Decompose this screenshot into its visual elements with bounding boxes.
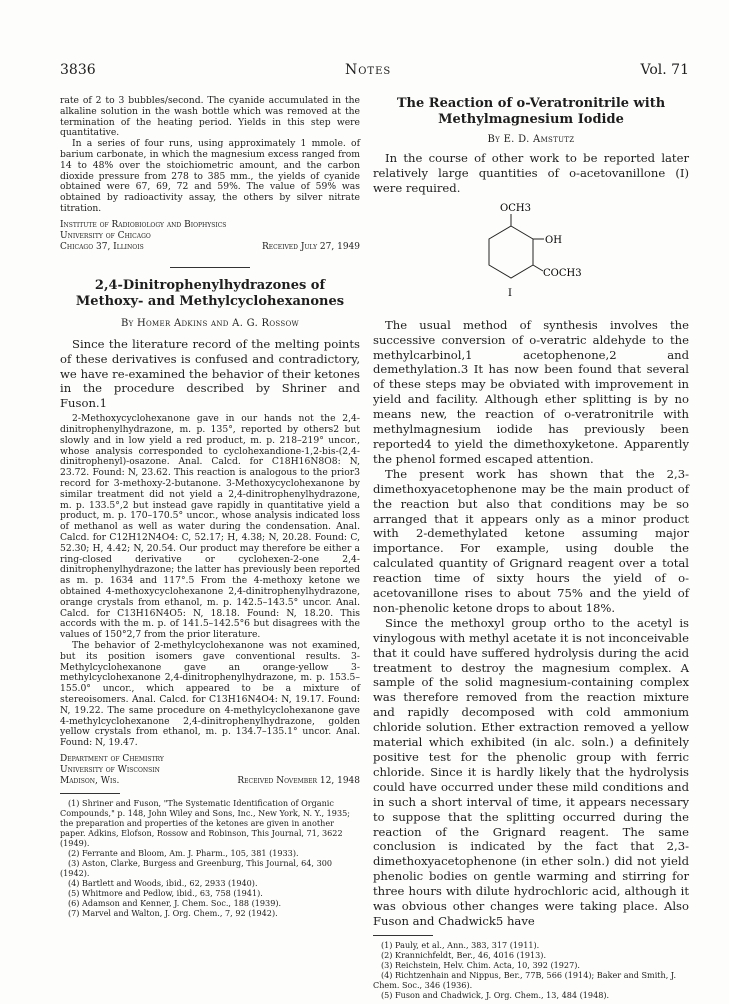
- footnote: (5) Fuson and Chadwick, J. Org. Chem., 13, 484 (1948).: [381, 989, 610, 1000]
- article-title: The Reaction of o-Veratronitrile with Methylmagnesium Iodide: [396, 96, 666, 127]
- affiliation-line: Department of Chemistry: [60, 754, 164, 764]
- footnote: (3) Reichstein, Helv. Chim. Acta, 10, 392 (1927).: [381, 959, 580, 970]
- page-number: 3836: [60, 62, 96, 78]
- running-head: Notes: [344, 62, 392, 78]
- received-date: Received November 12, 1948: [237, 776, 360, 786]
- compound-label: I: [508, 287, 512, 299]
- footnotes: [373, 940, 689, 1000]
- byline: By E. D. Amstutz: [487, 134, 575, 145]
- footnote: (3) Aston, Clarke, Burgess and Greenburg, This Journal, 64, 300 (1942).: [60, 858, 333, 878]
- body-paragraph: The present work has shown that the 2,3-dimethoxyacetophenone may be the main product of the reaction but also that conditions may be so arranged that it appears only as a minor product with 2-demethylated ketone assuming major importance. For example, using double the calculated quantity of Grignard reagent over a total reaction time of sixty hours the yield of o-acetovanillone rises to about 75% and the yield of non-phenolic ketone drops to about 18%.: [373, 466, 689, 615]
- footnote: (5) Whitmore and Pedlow, ibid., 63, 758 (1941).: [68, 888, 263, 898]
- footnote-divider: [373, 935, 433, 936]
- received-date: Received July 27, 1949: [261, 241, 360, 252]
- intro-paragraph: In the course of other work to be reported later relatively large quantities of o-acetovanillone (I) were required.: [373, 151, 689, 195]
- benzene-ring: [489, 226, 533, 278]
- article-title: 2,4-Dinitrophenylhydrazones of Methoxy- and Methylcyclohexanones: [75, 277, 345, 309]
- footnote: (4) Richtzenhain and Nippus, Ber., 77B, 566 (1914); Baker and Smith, J. Chem. Soc., 346 (1936).: [373, 969, 677, 990]
- footnote: (1) Shriner and Fuson, "The Systematic Identification of Organic Compounds," p. 148, John Wiley and Sons, Inc., New York, N. Y., 1935; the preparation and properties of the ketones are given in another paper. Adkins, Elofson, Rossow and Robinson, This Journal, 71, 3622 (1949).: [60, 798, 350, 848]
- footnote: (2) Krannichfeldt, Ber., 46, 4016 (1913).: [381, 949, 547, 960]
- footnote: (7) Marvel and Walton, J. Org. Chem., 7, 92 (1942).: [68, 908, 278, 918]
- footnote: (4) Bartlett and Woods, ibid., 62, 2933 (1940).: [68, 878, 258, 888]
- footnote: (6) Adamson and Kenner, J. Chem. Soc., 188 (1939).: [68, 898, 282, 908]
- affiliation-wisconsin: [60, 754, 360, 787]
- bond-line: [533, 265, 543, 271]
- experimental-paragraph: 2-Methoxycyclohexanone gave in our hands not the 2,4-dinitrophenylhydrazone, m. p. 135°, reported by others2 but slowly and in low yield a red product, m. p. 218–219° uncor., whose analysis corresponded to cyclohexandione-1,2-bis-(2,4-dinitrophenyl)-osazone. Anal. Calcd. for C18H16N8O8: N, 23.72. Found: N, 23.62. This reaction is analogous to the prior3 record for 3-methoxy-2-butanone. 3-Methoxycyclohexanone by similar treatment did not yield a 2,4-dinitrophenylhydrazone, m. p. 133.5°,2 but instead gave rapidly in quantitative yield a product, m. p. 170–170.5° uncor., whose analysis indicated loss of methanol as well as water during the condensation. Anal. Calcd. for C12H12N4O4: C, 52.17; H, 4.38; N, 20.28. Found: C, 52.30; H, 4.42; N, 20.54. Our product may therefore be either a ring-closed derivative or cyclohexen-2-one 2,4-dinitrophenylhydrazone; the latter has previously been reported as m. p. 1634 and 117°.5 From the 4-methoxy ketone we obtained 4-methoxycyclohexanone 2,4-dinitrophenylhydrazone, orange crystals from ethanol, m. p. 142.5–143.5° uncor. Anal. Calcd. for C13H16N4O5: N, 18.18. Found: N, 18.20. This accords with the m. p. of 141.5–142.5°6 but disagrees with the values of 150°2,7 from the prior literature.: [60, 413, 361, 641]
- continued-paragraph: rate of 2 to 3 bubbles/second. The cyanide accumulated in the alkaline solution in the wash bottle which was removed at the termination of the heating period. Yields in this step were quantitative.: [60, 95, 360, 139]
- structure-label: OCH3: [500, 202, 531, 214]
- yields-paragraph: In a series of four runs, using approximately 1 mmole. of barium carbonate, in which the magnesium excess ranged from 14 to 48% over the stoichiometric amount, and the carbon dioxide pressure from 278 to 385 mm., the yields of cyanide obtained were 67, 69, 72 and 59%. The value of 59% was obtained by radioactivity assay, the others by silver nitrate titration.: [60, 138, 360, 214]
- footnote: (2) Ferrante and Bloom, Am. J. Pharm., 105, 381 (1933).: [68, 848, 299, 858]
- acetovanillone-structure-diagram: [466, 200, 596, 310]
- volume-label: Vol. 71: [640, 62, 689, 78]
- footnote: (1) Pauly, et al., Ann., 383, 317 (1911).: [381, 939, 540, 950]
- structure-label: COCH3: [543, 267, 582, 279]
- body-paragraph: Since the methoxyl group ortho to the acetyl is vinylogous with methyl acetate it is not inconceivable that it could have suffered hydrolysis during the acid treatment to destroy the magnesium complex. A sample of the solid magnesium-containing complex was therefore removed from the reaction mixture and rapidly decomposed with cold ammonium chloride solution. Ether extraction removed a yellow material which exhibited (in alc. soln.) a definitely positive test for the phenolic group with ferric chloride. Since it is hardly likely that the hydrolysis could have occurred under these mild conditions and in such a short interval of time, it appears necessary to suppose that the splitting occurred during the reaction of the Grignard reagent. The same conclusion is indicated by the fact that 2,3-dimethoxyacetophenone (in ether soln.) did not yield phenolic bodies on gentle warming and stirring for three hours with dilute hydrochloric acid, although it was obvious other changes were taking place. Also Fuson and Chadwick5 have: [373, 615, 689, 928]
- left-column: [60, 96, 360, 918]
- chemical-structure: [373, 200, 689, 310]
- affiliation-chicago: [60, 220, 360, 253]
- footnotes: [60, 798, 360, 918]
- page-header: [60, 62, 689, 82]
- affiliation-line: Institute of Radiobiology and Biophysics: [60, 219, 227, 230]
- affiliation-line: University of Chicago: [60, 230, 151, 241]
- affiliation-line: Madison, Wis.: [60, 776, 120, 786]
- affiliation-line: University of Wisconsin: [60, 765, 160, 775]
- footnote-divider: [60, 793, 120, 794]
- experimental-paragraph: The behavior of 2-methylcyclohexanone was not examined, but its position isomers gave conventional results. 3-Methylcyclohexanone gave an orange-yellow 3-methylcyclohexanone 2,4-dinitrophenylhydrazone, m. p. 153.5–155.0° uncor., which appeared to be a mixture of stereoisomers. Anal. Calcd. for C13H16N4O4: N, 19.17. Found: N, 19.22. The same procedure on 4-methylcyclohexanone gave 4-methylcyclohexanone 2,4-dinitrophenylhydrazone, golden yellow crystals from ethanol, m. p. 134.7–135.1° uncor. Anal. Found: N, 19.47.: [60, 640, 360, 749]
- byline: By Homer Adkins and A. G. Rossow: [120, 317, 300, 329]
- structure-label: OH: [545, 234, 562, 246]
- right-column: [373, 96, 689, 1000]
- intro-paragraph: Since the literature record of the melting points of these derivatives is confused and contradictory, we have re-examined the behavior of their ketones in the procedure described by Shriner and Fuson.1: [60, 336, 360, 411]
- section-divider: [170, 267, 250, 268]
- affiliation-line: Chicago 37, Illinois: [60, 241, 144, 252]
- body-paragraph: The usual method of synthesis involves the successive conversion of o-veratric aldehyde to the methylcarbinol,1 acetophenone,2 and demethylation.3 It has now been found that several of these steps may be obviated with improvement in yield and facility. Although ether splitting is by no means new, the reaction of o-veratronitrile with methylmagnesium iodide has previously been reported4 to yield the dimethoxyketone. Apparently the phenol formed escaped attention.: [373, 317, 689, 466]
